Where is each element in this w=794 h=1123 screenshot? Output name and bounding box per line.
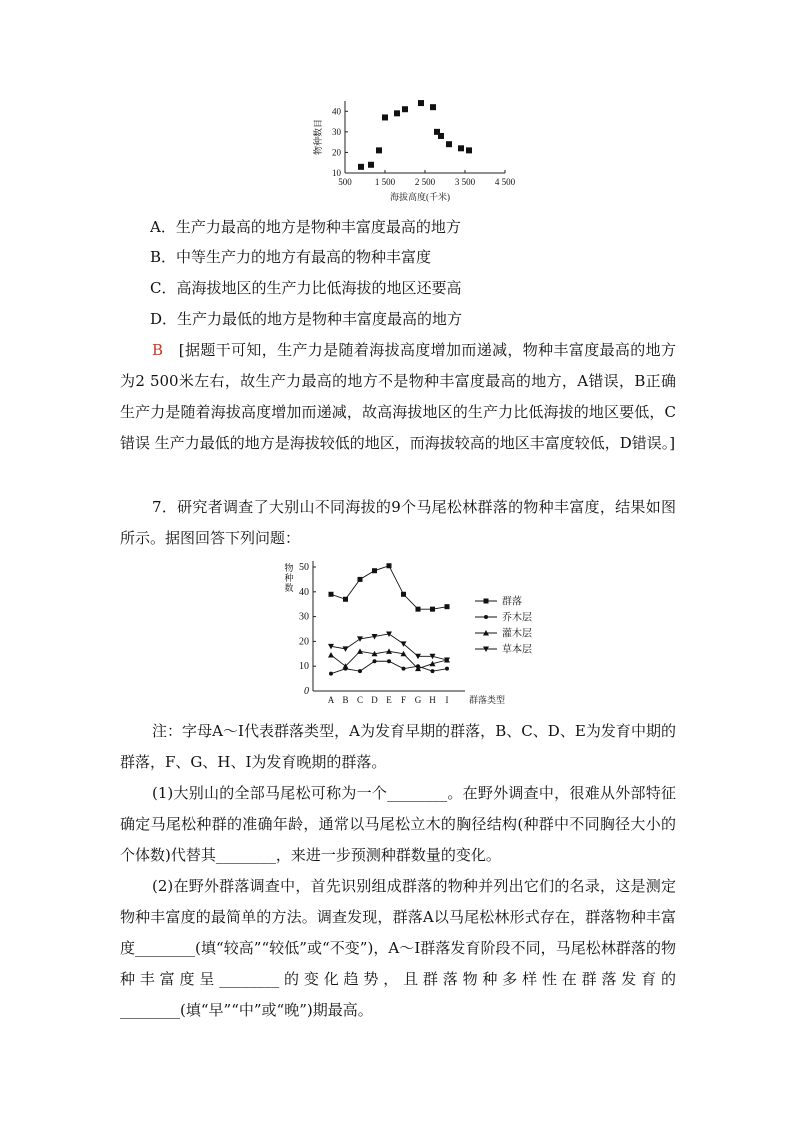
y-tick-label: 40 (332, 106, 341, 117)
y-axis-label-char: 数 (284, 583, 294, 593)
data-point (376, 147, 382, 153)
x-tick-label: 500 (338, 177, 352, 187)
y-tick-label: 20 (332, 147, 341, 158)
data-point (329, 592, 334, 597)
x-tick-label: D (371, 695, 378, 705)
data-point (358, 577, 363, 582)
x-tick-label: I (445, 695, 449, 705)
data-point (445, 667, 449, 671)
altitude-species-chart (305, 95, 520, 210)
data-point (446, 141, 452, 147)
data-point (394, 110, 400, 116)
x-axis-label: 群落类型 (469, 695, 506, 705)
x-tick-label: F (400, 695, 407, 705)
data-point (438, 133, 444, 139)
option-c: C．高海拔地区的生产力比低海拔的地区还要高 (150, 279, 462, 297)
data-point (484, 615, 488, 619)
chart-note: 注：字母A～I代表群落类型，A为发育早期的群落，B、C、D、E为发育中期的群落，F、G、H、I为发育晚期的群落。 (120, 722, 676, 771)
data-point (445, 604, 450, 609)
answer-explanation (120, 335, 676, 459)
data-point (431, 669, 435, 673)
legend-label: 群落 (502, 596, 522, 608)
y-tick-label: 10 (332, 168, 341, 178)
y-tick-label: 20 (299, 636, 309, 648)
data-point (418, 100, 424, 106)
community-richness-chart (275, 555, 550, 707)
data-point (343, 597, 348, 602)
data-point (402, 106, 408, 112)
y-tick-label: 10 (299, 661, 309, 673)
y-tick-label: 50 (299, 562, 309, 573)
x-tick-label: H (429, 695, 436, 705)
data-point (387, 659, 391, 663)
x-tick-label: A (327, 695, 335, 705)
altitude-species-svg (305, 95, 520, 210)
data-point (382, 114, 388, 120)
option-d: D．生产力最低的地方是物种丰富度最高的地方 (150, 310, 463, 328)
community-richness-svg (275, 555, 550, 707)
data-point (357, 648, 363, 654)
x-tick-label: 3 500 (454, 177, 476, 187)
y-tick-label: 30 (332, 126, 341, 137)
legend-label: 乔木层 (502, 612, 532, 624)
data-point (387, 563, 392, 568)
sub-question-1: (1)大别山的全部马尾松可称为一个________。在野外调查中，很难从外部特征确定马尾松种群的准确年龄，通常以马尾松立木的胸径结构(种群中不同胸径大小的个体数)代替其________，来进一步预测种群数量的变化。 (120, 784, 676, 864)
y-tick-label: 30 (299, 611, 309, 623)
data-point (373, 659, 377, 663)
data-point (372, 568, 377, 573)
data-point (386, 648, 392, 654)
x-tick-label: 1 500 (374, 177, 396, 187)
data-point (484, 599, 489, 604)
data-point (328, 652, 334, 658)
data-point (430, 607, 435, 612)
data-point (357, 636, 363, 642)
x-tick-label: E (386, 695, 392, 705)
data-point (416, 607, 421, 612)
legend-label: 草本层 (502, 644, 532, 656)
x-tick-label: 4 500 (494, 177, 516, 187)
sub-question-2: (2)在野外群落调查中，首先识别组成群落的物种并列出它们的名录，这是测定物种丰富度的最简单的方法。调查发现，群落A以马尾松林形式存在，群落物种丰富度________(填“较高”“较低”或“不变”)，A～I群落发育阶段不同，马尾松林群落的物种丰富度呈________的变化趋势，且群落物种多样性在群落发育的________(填“早”“中”或“晚”)期最高。 (120, 877, 676, 1019)
y-axis-label-char: 物 (284, 563, 294, 573)
y-axis-label: 物种数目 (313, 118, 323, 156)
x-axis-label: 海拔高度(千米) (390, 192, 450, 202)
series-line (331, 634, 447, 660)
x-tick-label: C (356, 695, 364, 705)
y-axis-label-char: 种 (284, 573, 294, 583)
x-tick-label: 2 500 (414, 177, 436, 187)
y-tick-label: 40 (299, 586, 309, 598)
answer-letter: B (152, 341, 164, 359)
data-point (466, 147, 472, 153)
legend-label: 灌木层 (502, 628, 532, 640)
data-point (430, 104, 436, 110)
data-point (368, 162, 374, 168)
series-line (331, 566, 447, 609)
question-7-stem: 7．研究者调查了大别山不同海拔的9个马尾松林群落的物种丰富度，结果如图所示。据图回答下列问题： (120, 498, 676, 547)
data-point (343, 646, 349, 652)
data-point (458, 145, 464, 151)
option-b: B．中等生产力的地方有最高的物种丰富度 (150, 248, 432, 266)
data-point (401, 592, 406, 597)
data-point (358, 164, 364, 170)
y-tick-label: 0 (304, 686, 309, 697)
x-tick-label: B (342, 695, 349, 705)
data-point (358, 669, 362, 673)
data-point (402, 667, 406, 671)
x-tick-label: G (414, 695, 422, 705)
explanation-text: [据题干可知，生产力是随着海拔高度增加而递减，物种丰富度最高的地方为2 500米左右，故生产力最高的地方不是物种丰富度最高的地方，A错误，B正确 生产力是随着海拔高度增加而递减，故高海拔地区的生产力比低海拔的地区要低，C错误 生产力最低的地方是海拔较低的地区，而海拔较高的地区丰富度较低，D错误。] (120, 341, 676, 452)
data-point (329, 672, 333, 676)
option-a: A．生产力最高的地方是物种丰富度最高的地方 (150, 218, 461, 236)
